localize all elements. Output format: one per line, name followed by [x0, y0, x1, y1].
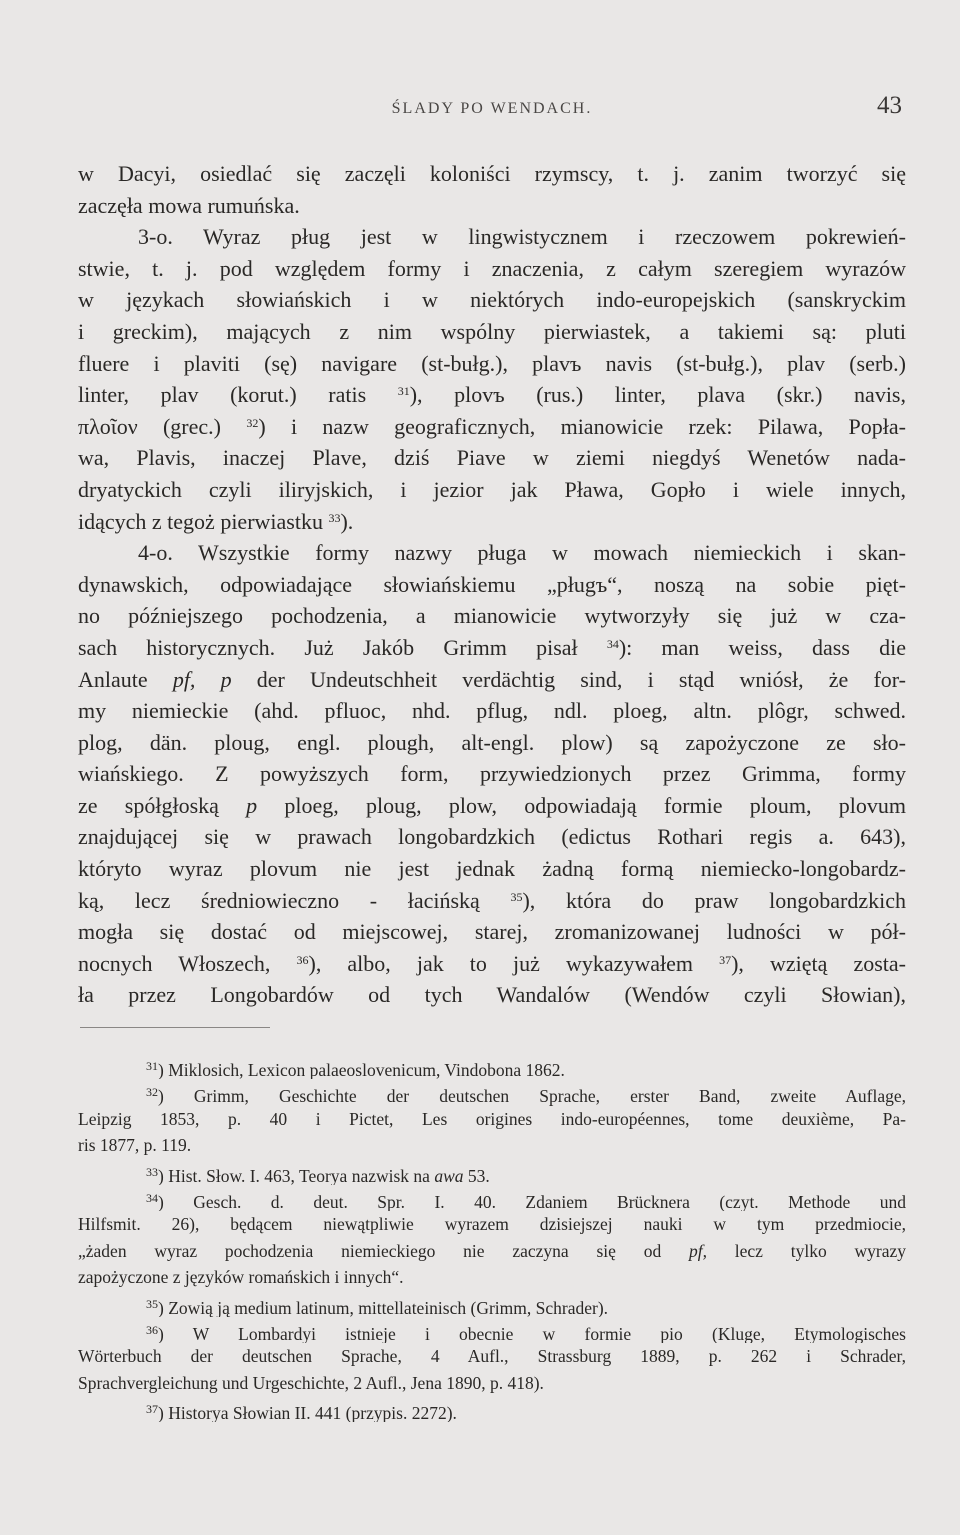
- footnote-line: [78, 1185, 906, 1211]
- footnote-line: [78, 1053, 906, 1079]
- footnote-line: [78, 1396, 906, 1422]
- text-line: [78, 190, 906, 222]
- footnote-paren: ): [158, 1403, 169, 1423]
- line-text: dryatyckich czyli iliryjskich, i jezior jak Pława, Gopło i wiele innych,: [78, 476, 906, 502]
- footnote-number: 34: [146, 1190, 158, 1205]
- footnote-line: [78, 1370, 906, 1396]
- footnote-number: 35: [146, 1296, 158, 1311]
- footnote-line: [78, 1132, 906, 1158]
- footnote-paren: ): [158, 1323, 193, 1344]
- main-text: [78, 158, 906, 1011]
- footnote-line: [78, 1264, 906, 1290]
- footnote-marker: [146, 1166, 168, 1185]
- line-text: ła przez Longobardów od tych Wandalów (Wendów czyli Słowian),: [78, 982, 906, 1008]
- line-text: der Undeutschheit verdächtig sind, i stąd wniósł, że for-: [231, 666, 906, 692]
- footnote-text: zapożyczone z języków romańskich i innych“.: [78, 1267, 404, 1288]
- footnote-reference: 34: [606, 636, 619, 651]
- footnote-reference: 36: [296, 952, 309, 967]
- footnote-marker: [146, 1403, 168, 1422]
- text-line: [78, 284, 906, 316]
- italic-text: pf, p: [172, 666, 232, 692]
- footnote-reference: 33: [328, 510, 341, 525]
- footnotes: [78, 1053, 906, 1422]
- footnote-paren: ): [158, 1165, 169, 1185]
- line-text: dynawskich, odpowiadające słowiańskiemu „pługъ“, noszą na sobie pięt-: [78, 571, 906, 597]
- text-line: [78, 506, 906, 538]
- text-line: [78, 221, 906, 253]
- text-line: [78, 442, 906, 474]
- line-text: ), która do praw longobardzkich: [522, 887, 906, 913]
- footnote-paren: ): [158, 1060, 169, 1080]
- footnote-text: Zowią ją medium latinum, mittellateinisch (Grimm, Schrader).: [168, 1297, 609, 1317]
- footnote-line: [78, 1106, 906, 1132]
- line-text: Anlaute: [78, 666, 173, 692]
- line-text: no późniejszego pochodzenia, a mianowicie wytworzyły się już w cza-: [78, 603, 906, 629]
- text-line: [78, 821, 906, 853]
- footnote-divider: [80, 1027, 270, 1028]
- footnote-line: [78, 1159, 906, 1185]
- footnote-line: [78, 1238, 906, 1264]
- footnote-number: 36: [146, 1322, 158, 1337]
- text-line: [78, 664, 906, 696]
- footnote-marker: [146, 1298, 168, 1317]
- text-line: [78, 379, 906, 411]
- text-line: [78, 790, 906, 822]
- page-number: 43: [877, 92, 902, 119]
- footnote-reference: 31: [397, 384, 410, 399]
- line-text: w Dacyi, osiedlać się zaczęli koloniści rzymscy, t. j. zanim tworzyć się: [78, 161, 906, 186]
- footnote-text: „żaden wyraz pochodzenia niemieckiego nie zaczyna się od: [78, 1240, 689, 1261]
- footnote-number: 33: [146, 1164, 158, 1179]
- italic-text: p: [246, 792, 258, 818]
- line-text: 3-o. Wyraz pług jest w lingwistycznem i rzeczowem pokrewień-: [138, 224, 906, 250]
- footnote-marker: [146, 1192, 193, 1211]
- text-line: [78, 853, 906, 885]
- footnote-text: Sprachvergleichung und Urgeschichte, 2 Aufl., Jena 1890, p. 418).: [78, 1372, 544, 1393]
- footnote-reference: 37: [719, 952, 732, 967]
- line-text: idących z tegoż pierwiastku: [78, 508, 329, 534]
- footnote-text: Miklosich, Lexicon palaeoslovenicum, Vindobona 1862.: [168, 1060, 565, 1080]
- text-line: [78, 537, 906, 569]
- line-text: mogła się dostać od miejscowej, starej, zromanizowanej ludności w pół-: [78, 919, 906, 945]
- footnote-marker: [146, 1060, 168, 1079]
- line-text: i greckim), mających z nim wspólny pierwiastek, a takiemi są: pluti: [78, 318, 906, 344]
- text-line: [78, 979, 906, 1011]
- footnote-paren: ): [158, 1086, 194, 1106]
- line-text: nocnych Włoszech,: [78, 950, 297, 976]
- footnote-text: Grimm, Geschichte der deutschen Sprache, erster Band, zweite Auflage,: [193, 1086, 906, 1106]
- footnote-number: 32: [146, 1085, 158, 1100]
- line-text: ): man weiss, dass die: [618, 634, 906, 660]
- footnote-line: [78, 1291, 906, 1317]
- footnote-marker: [146, 1324, 193, 1343]
- footnote-reference: 32: [246, 415, 259, 430]
- text-line: [78, 695, 906, 727]
- footnote-text: Wörterbuch der deutschen Sprache, 4 Aufl., Strassburg 1889, p. 262 i Schrader,: [78, 1346, 906, 1367]
- line-text: wiańskiego. Z powyższych form, przywiedzionych przez Grimma, formy: [78, 761, 906, 787]
- text-line: [78, 158, 906, 190]
- footnote-text: Hilfsmit. 26), będącem niewątpliwie wyrazem dzisiejszej nauki w tym przedmiocie,: [78, 1214, 906, 1235]
- page-header: [78, 92, 906, 132]
- line-text: my niemieckie (ahd. pfluoc, nhd. pflug, ndl. ploeg, altn. plôgr, schwed.: [78, 698, 906, 724]
- text-line: [78, 600, 906, 632]
- footnote-number: 37: [146, 1402, 158, 1417]
- line-text: ), albo, jak to już wykazywałem: [308, 950, 720, 976]
- footnote-paren: ): [158, 1297, 169, 1317]
- running-title: ŚLADY PO WENDACH.: [391, 100, 593, 117]
- text-line: [78, 948, 906, 980]
- text-line: [78, 727, 906, 759]
- footnote-text: 53.: [463, 1165, 490, 1185]
- text-line: [78, 758, 906, 790]
- line-text: stwie, t. j. pod względem formy i znaczenia, z całym szeregiem wyrazów: [78, 255, 906, 281]
- text-line: [78, 632, 906, 664]
- italic-text: awa: [434, 1165, 464, 1185]
- line-text: znajdującej się w prawach longobardzkich (edictus Rothari regis a. 643),: [78, 824, 906, 850]
- footnote-marker: [146, 1086, 194, 1105]
- footnote-line: [78, 1079, 906, 1105]
- line-text: linter, plav (korut.) ratis: [78, 382, 398, 408]
- line-text: ze spółgłoską: [78, 792, 247, 818]
- line-text: wa, Plavis, inaczej Plave, dziś Piave w ziemi niegdyś Wenetów nada-: [78, 445, 906, 471]
- line-text: 4-o. Wszystkie formy nazwy pługa w mowach niemieckich i skan-: [138, 540, 906, 566]
- text-line: [78, 569, 906, 601]
- footnote-number: 31: [146, 1059, 158, 1073]
- line-text: ką, lecz średniowieczno - łacińską: [78, 887, 511, 913]
- footnote-line: [78, 1211, 906, 1237]
- footnote-text: Gesch. d. deut. Spr. I. 40. Zdaniem Brücknera (czyt. Methode und: [193, 1191, 906, 1212]
- line-text: ploeg, ploug, plow, odpowiadają formie ploum, plovum: [257, 792, 906, 818]
- text-line: [78, 916, 906, 948]
- text-line: [78, 253, 906, 285]
- line-text: zaczęła mowa rumuńska.: [78, 192, 300, 218]
- footnote-text: ris 1877, p. 119.: [78, 1135, 192, 1156]
- footnote-paren: ): [158, 1191, 194, 1212]
- line-text: ), wziętą zosta-: [731, 950, 906, 976]
- line-text: fluere i plaviti (sę) navigare (st-bułg.), plavъ navis (st-bułg.), plav (serb.): [78, 350, 906, 376]
- text-line: [78, 316, 906, 348]
- footnote-text: Leipzig 1853, p. 40 i Pictet, Les origines indo-européennes, tome deuxième, Pa-: [78, 1108, 906, 1129]
- text-line: [78, 348, 906, 380]
- line-text: ).: [340, 508, 354, 534]
- text-line: [78, 474, 906, 506]
- footnote-line: [78, 1317, 906, 1343]
- italic-text: pf,: [688, 1240, 707, 1261]
- line-text: sach historycznych. Już Jakób Grimm pisał: [78, 634, 607, 660]
- footnote-text: lecz tylko wyrazy: [706, 1240, 906, 1261]
- line-text: ) i nazw geograficznych, mianowicie rzek: Pilawa, Popła-: [258, 413, 906, 439]
- text-line: [78, 411, 906, 443]
- line-text: w językach słowiańskich i w niektórych indo-europejskich (sanskryckim: [78, 287, 906, 313]
- footnote-text: W Lombardyi istnieje i obecnie w formie pio (Kluge, Etymologisches: [192, 1323, 906, 1344]
- footnote-text: Hist. Słow. I. 463, Teorya nazwisk na: [168, 1165, 435, 1185]
- line-text: plog, dän. ploug, engl. plough, alt-engl. plow) są zapożyczone ze sło-: [78, 729, 906, 755]
- footnote-line: [78, 1343, 906, 1369]
- text-line: [78, 885, 906, 917]
- footnote-reference: 35: [510, 889, 523, 904]
- line-text: którytо wyraz plovum nie jest jednak żadną formą niemiecko-longobardz-: [78, 856, 906, 882]
- footnote-text: Historya Słowian II. 441 (przypis. 2272).: [168, 1403, 457, 1423]
- line-text: πλοῖον (grec.): [78, 413, 247, 439]
- line-text: ), plovъ (rus.) linter, plava (skr.) navis,: [409, 382, 906, 408]
